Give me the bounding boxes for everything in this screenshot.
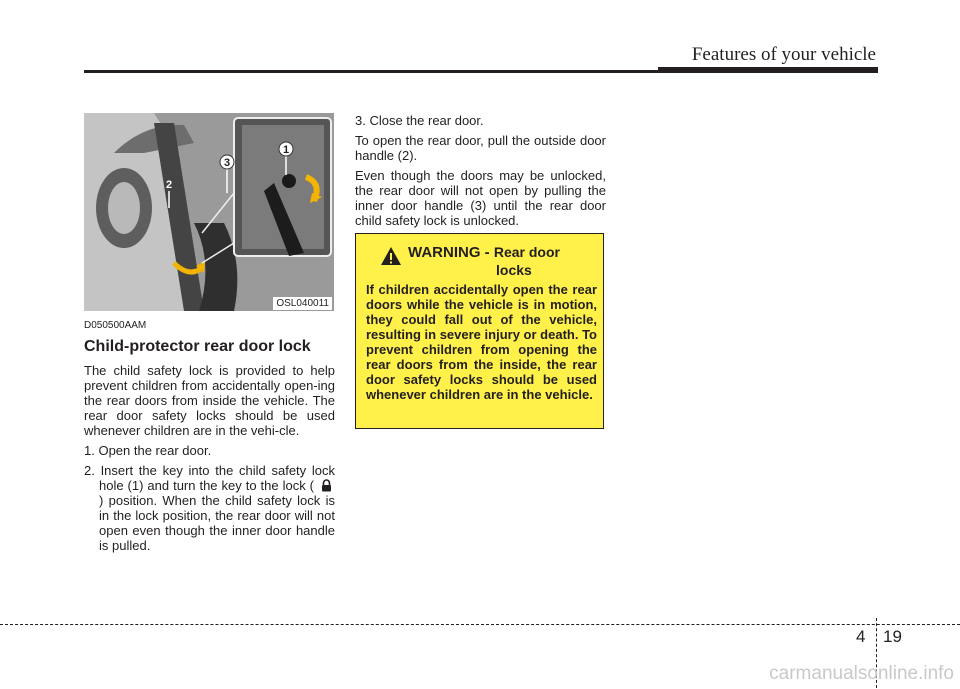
- step-3: 3. Close the rear door.: [355, 113, 484, 128]
- step-2: [84, 463, 335, 553]
- callout-1: 1: [282, 144, 290, 156]
- warning-title-block: [408, 244, 560, 278]
- warning-body: If children accidentally open the rear doors while the vehicle is in motion, they could fall out of the vehicle, resulting in severe injury or death. To prevent children from opening the rear doors from the inside, the rear door safety locks should be used whenever children are in the vehicle.: [366, 282, 597, 402]
- chapter-number: 4: [856, 627, 866, 646]
- step-1: 1. Open the rear door.: [84, 443, 212, 458]
- door-lock-illustration: [84, 113, 334, 311]
- outside-handle-paragraph: To open the rear door, pull the outside door handle (2).: [355, 133, 606, 163]
- left-column: [84, 318, 335, 558]
- step-2-text-a: 2. Insert the key into the child safety lock hole (1) and turn the key to the lock (: [84, 463, 335, 493]
- lock-icon: [320, 479, 333, 492]
- section-title: Features of your vehicle: [691, 44, 876, 65]
- header-rule-accent: [658, 67, 878, 73]
- warning-triangle-icon: [380, 246, 402, 266]
- step-2-text-b: ) position. When the child safety lock is in the lock position, the rear door will not open even though the inner door handle is pulled.: [99, 493, 335, 553]
- warning-box: [355, 233, 604, 429]
- page-number: 19: [883, 627, 902, 646]
- figure-code: OSL040011: [273, 297, 332, 310]
- warning-dash: -: [480, 244, 494, 261]
- warning-subtitle-line1: Rear door: [493, 244, 560, 260]
- warning-subtitle-line2: locks: [496, 262, 532, 278]
- watermark: carmanualsonline.info: [769, 663, 954, 684]
- doc-code: D050500AAM: [84, 320, 147, 331]
- callout-3: 3: [223, 157, 231, 169]
- section-heading: Child-protector rear door lock: [84, 338, 311, 355]
- callout-2: 2: [165, 179, 173, 191]
- warning-header: [366, 244, 597, 278]
- intro-paragraph: The child safety lock is provided to help prevent children from accidentally open-ing the rear doors from inside the vehicle. The rear door safety locks should be used whenever children are in the vehi-cle.: [84, 363, 335, 438]
- right-column: [355, 113, 606, 233]
- warning-title: WARNING: [408, 244, 481, 261]
- unlock-note-paragraph: Even though the doors may be unlocked, the rear door will not open by pulling the inner door handle (3) until the rear door child safety lock is unlocked.: [355, 168, 606, 228]
- footer-rule: [0, 624, 960, 625]
- door-lock-photo: [84, 113, 334, 311]
